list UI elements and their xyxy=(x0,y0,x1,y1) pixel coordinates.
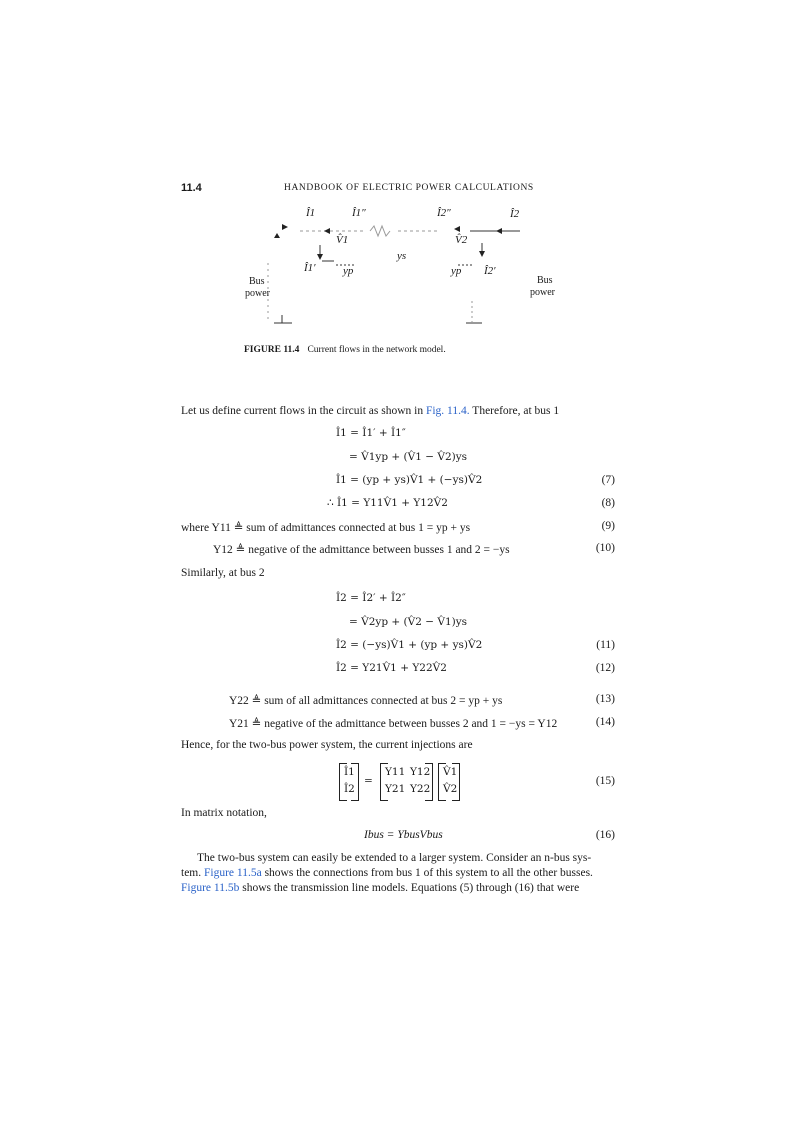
label-ys: ys xyxy=(397,250,407,262)
paragraph-final-line-2: tem. Figure 11.5a shows the connections from bus 1 of this system to all the other busses. xyxy=(181,867,593,879)
matrix-Y12: Y12 xyxy=(410,766,431,778)
label-V1: V̂1 xyxy=(336,234,349,246)
equation-number-11: (11) xyxy=(596,639,615,651)
definition-y11: where Y11 ≜ sum of admittances connected at bus 1 = yp + ys xyxy=(181,522,471,534)
arrow-I2p xyxy=(479,251,485,257)
equation-number-15: (15) xyxy=(595,775,615,787)
matrix-Y21: Y21 xyxy=(385,783,406,795)
figure-current-flows xyxy=(230,205,570,340)
label-I2p: Î2′ xyxy=(484,265,496,277)
equation-number-14: (14) xyxy=(595,716,615,728)
bracket-right-Y xyxy=(425,763,433,801)
label-I2pp: Î2″ xyxy=(437,207,451,219)
figure-caption-text: Current flows in the network model. xyxy=(307,345,446,355)
equation-b3: Î2 = (−ys)V̂1 + (yp + ys)V̂2 xyxy=(336,639,483,651)
equation-number-12: (12) xyxy=(595,662,615,674)
paragraph-similarly: Similarly, at bus 2 xyxy=(181,567,265,579)
label-power-right: power xyxy=(530,287,555,298)
equation-a2: = V̂1yp + (V̂1 − V̂2)ys xyxy=(349,451,468,463)
paragraph-intro: Let us define current flows in the circuit as shown in Fig. 11.4. Therefore, at bus 1 xyxy=(181,405,560,417)
label-I2: Î2 xyxy=(510,208,520,220)
label-yp-right: yp xyxy=(451,265,462,277)
matrix-V2: V̂2 xyxy=(443,783,458,795)
running-title: HANDBOOK OF ELECTRIC POWER CALCULATIONS xyxy=(284,183,534,193)
equation-b2: = V̂2yp + (V̂2 − V̂1)ys xyxy=(349,616,468,628)
link-fig-11-4[interactable]: Fig. 11.4. xyxy=(425,405,470,417)
link-figure-11-5a[interactable]: Figure 11.5a xyxy=(204,867,262,879)
equation-number-13: (13) xyxy=(595,693,615,705)
label-I1: Î1 xyxy=(306,207,316,219)
label-I1pp: Î1″ xyxy=(352,207,366,219)
definition-y21: Y21 ≜ negative of the admittance between busses 2 and 1 = −ys = Y12 xyxy=(229,718,558,730)
label-bus-left: Bus xyxy=(249,276,265,287)
bracket-right-V xyxy=(452,763,460,801)
arrow-I2 xyxy=(496,228,502,234)
label-yp-left: yp xyxy=(343,265,354,277)
page-number: 11.4 xyxy=(181,182,202,194)
equation-16: Ibus = YbusVbus xyxy=(364,829,443,841)
label-power-left: power xyxy=(245,288,270,299)
equation-number-10: (10) xyxy=(595,542,615,554)
equation-number-9: (9) xyxy=(601,520,615,532)
equation-number-7: (7) xyxy=(601,474,615,486)
matrix-Y11: Y11 xyxy=(385,766,406,778)
arrow-I2pp xyxy=(454,226,460,232)
definition-y22: Y22 ≜ sum of all admittances connected at bus 2 = yp + ys xyxy=(229,695,503,707)
link-figure-11-5b[interactable]: Figure 11.5b xyxy=(181,882,240,894)
arrow-I1pp xyxy=(324,228,330,234)
label-bus-right: Bus xyxy=(537,275,553,286)
paragraph-final-line-3: Figure 11.5b shows the transmission line models. Equations (5) through (16) that were xyxy=(181,882,580,894)
matrix-equals: = xyxy=(364,775,373,787)
label-I1p: Î1′ xyxy=(304,262,316,274)
arrow-I1p xyxy=(317,254,323,260)
equation-number-16: (16) xyxy=(595,829,615,841)
arrow-I1 xyxy=(282,224,288,230)
equation-number-8: (8) xyxy=(601,497,615,509)
paragraph-hence: Hence, for the two-bus power system, the current injections are xyxy=(181,739,473,751)
matrix-I2: Î2 xyxy=(344,783,355,795)
figure-label: FIGURE 11.4 xyxy=(244,345,300,355)
equation-a3: Î1 = (yp + ys)V̂1 + (−ys)V̂2 xyxy=(336,474,483,486)
matrix-V1: V̂1 xyxy=(443,766,458,778)
series-admittance xyxy=(370,226,390,236)
equation-b4: Î2 = Y21V̂1 + Y22V̂2 xyxy=(336,662,447,674)
matrix-Y22: Y22 xyxy=(410,783,431,795)
paragraph-matrix-notation: In matrix notation, xyxy=(181,807,267,819)
paragraph-final-line-1: The two-bus system can easily be extended to a larger system. Consider an n-bus sys- xyxy=(197,852,592,864)
definition-y12: Y12 ≜ negative of the admittance between busses 1 and 2 = −ys xyxy=(213,544,510,556)
bracket-right-I xyxy=(351,763,359,801)
figure-caption xyxy=(244,345,446,355)
matrix-I1: Î1 xyxy=(344,766,355,778)
label-V2: V̂2 xyxy=(455,234,468,246)
equation-a1: Î1 = Î1′ + Î1″ xyxy=(336,427,406,439)
equation-b1: Î2 = Î2′ + Î2″ xyxy=(336,592,406,604)
equation-a4: ∴ Î1 = Y11V̂1 + Y12V̂2 xyxy=(327,497,448,509)
